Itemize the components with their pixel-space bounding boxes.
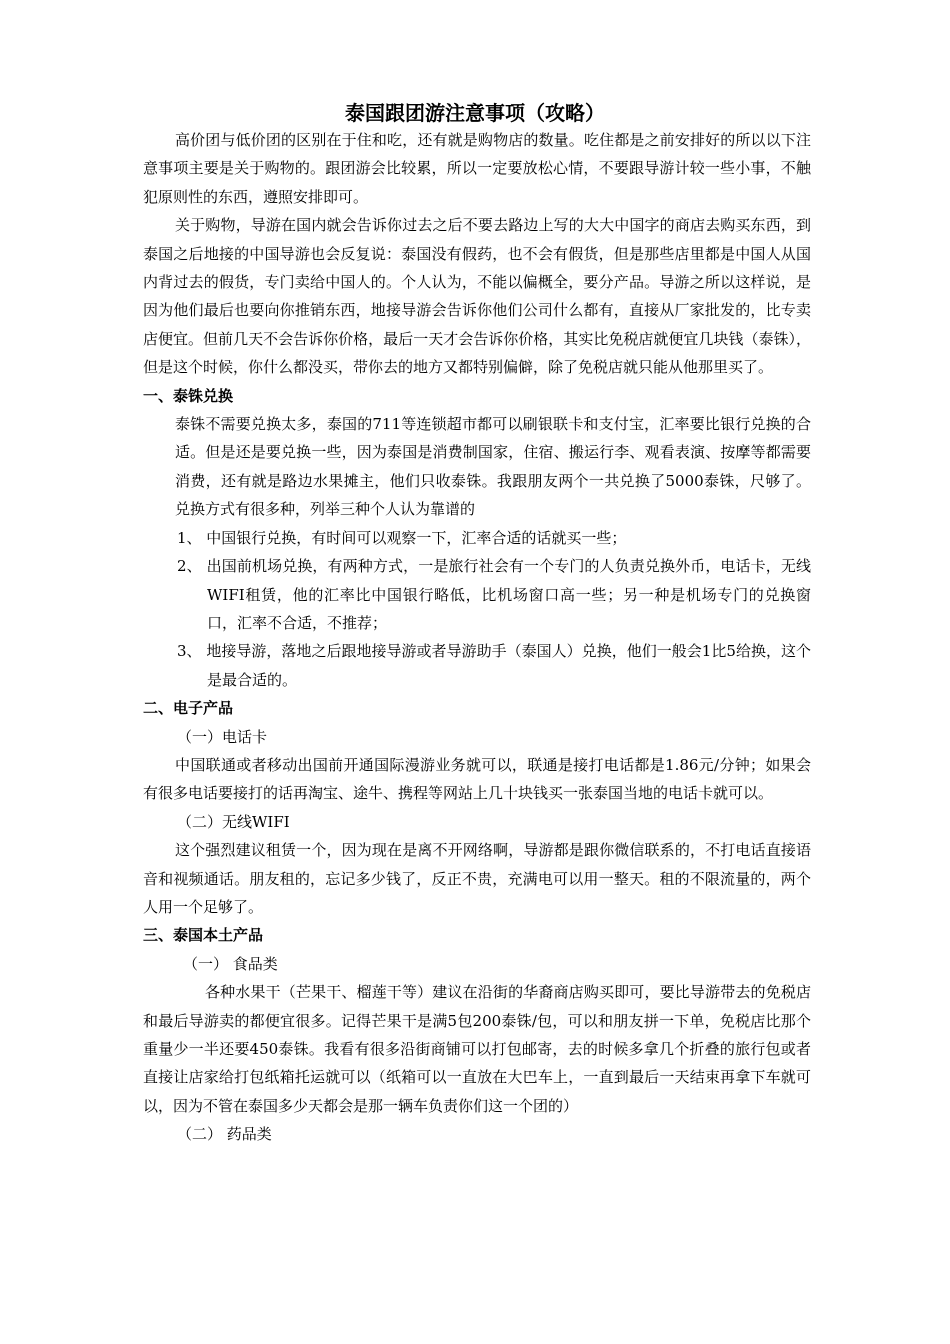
- list-item: 2、 出国前机场兑换，有两种方式，一是旅行社会有一个专门的人负责兑换外币，电话卡，无线WIFI租赁，他的汇率比中国银行略低，比机场窗口高一些；另一种是机场专门的兑换窗口，汇率不合适，不推荐；: [177, 557, 811, 632]
- phone-card-paragraph: 中国联通或者移动出国前开通国际漫游业务就可以，联通是接打电话都是1.86元/分钟；如果会有很多电话要接打的话再淘宝、途牛、携程等网站上几十块钱买一张泰国当地的电话卡就可以。: [143, 755, 811, 803]
- list-item: 1、 中国银行兑换，有时间可以观察一下，汇率合适的话就买一些；: [177, 528, 627, 547]
- subheading-phone-card: （一）电话卡: [177, 727, 268, 746]
- currency-paragraph: 泰铢不需要兑换太多，泰国的711等连锁超市都可以刷银联卡和支付宝，汇率要比银行兑换的合适。但是还是要兑换一些，因为泰国是消费制国家，住宿、搬运行李、观看表演、按摩等都需要消费，还有就是路边水果摊主，他们只收泰铢。我跟朋友两个一共兑换了5000泰铢，尺够了。兑换方式有很多种，列举三种个人认为靠谱的: [175, 415, 811, 519]
- subheading-wifi: （二）无线WIFI: [177, 812, 290, 831]
- document-title: 泰国跟团游注意事项（攻略）: [345, 101, 605, 125]
- shopping-paragraph: 关于购物，导游在国内就会告诉你过去之后不要去路边上写的大大中国字的商店去购买东西，到泰国之后地接的中国导游也会反复说：泰国没有假药，也不会有假货，但是那些店里都是中国人从国内背过去的假货，专门卖给中国人的。个人认为，不能以偏概全，要分产品。导游之所以这样说，是因为他们最后也要向你推销东西，地接导游会告诉你他们公司什么都有，直接从厂家批发的，比专卖店便宜。但前几天不会告诉你价格，最后一天才会告诉你价格，其实比免税店就便宜几块钱（泰铢），但是这个时候，你什么都没买，带你去的地方又都特别偏僻，除了免税店就只能从他那里买了。: [143, 216, 811, 377]
- subheading-medicine: （二） 药品类: [177, 1125, 272, 1144]
- section-heading-local-products: 三、泰国本土产品: [143, 926, 264, 945]
- document-body: [143, 126, 811, 1149]
- subheading-food: （一） 食品类: [183, 954, 278, 973]
- list-item: 3、 地接导游，落地之后跟地接导游或者导游助手（泰国人）兑换，他们一般会1比5给换，这个是最合适的。: [177, 642, 811, 689]
- wifi-paragraph: 这个强烈建议租赁一个，因为现在是离不开网络啊，导游都是跟你微信联系的，不打电话直接语音和视频通话。朋友租的，忘记多少钱了，反正不贵，充满电可以用一整天。租的不限流量的，两个人用一个足够了。: [143, 841, 811, 916]
- section-heading-currency: 一、泰铢兑换: [143, 386, 234, 405]
- intro-paragraph: 高价团与低价团的区别在于住和吃，还有就是购物店的数量。吃住都是之前安排好的所以以下注意事项主要是关于购物的。跟团游会比较累，所以一定要放松心情，不要跟导游计较一些小事，不触犯原则性的东西，遵照安排即可。: [143, 131, 811, 206]
- food-paragraph: 各种水果干（芒果干、榴莲干等）建议在沿街的华裔商店购买即可，要比导游带去的免税店和最后导游卖的都便宜很多。记得芒果干是满5包200泰铢/包，可以和朋友拼一下单，免税店比那个重量少一半还要450泰铢。我看有很多沿街商铺可以打包邮寄，去的时候多拿几个折叠的旅行包或者直接让店家给打包纸箱托运就可以（纸箱可以一直放在大巴车上，一直到最后一天结束再拿下车就可以，因为不管在泰国多少天都会是那一辆车负责你们这一个团的）: [143, 983, 811, 1115]
- section-heading-electronics: 二、电子产品: [143, 699, 234, 718]
